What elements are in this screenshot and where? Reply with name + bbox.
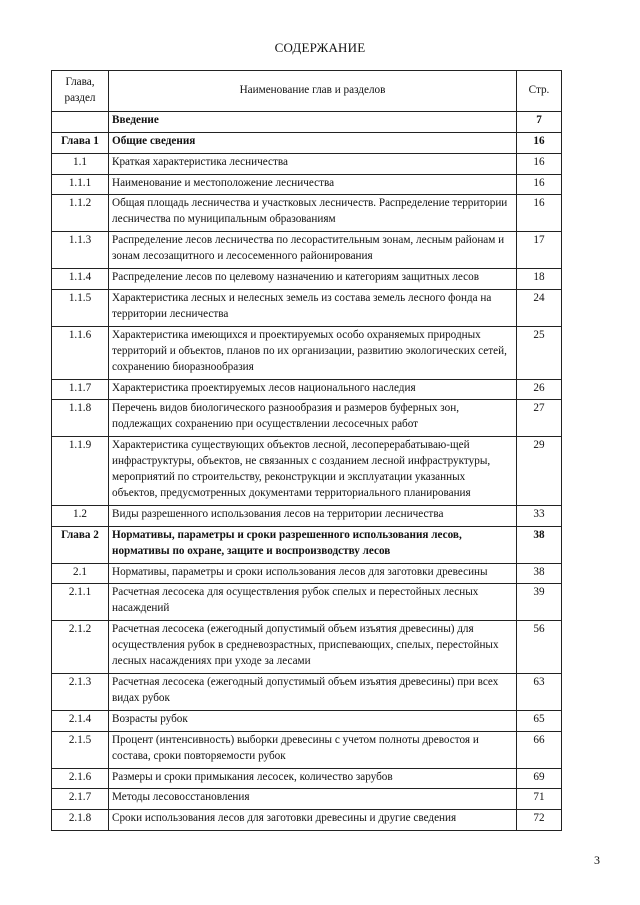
row-page: 16 [517, 153, 562, 174]
row-title: Виды разрешенного использования лесов на территории лесничества [109, 505, 517, 526]
page-title: СОДЕРЖАНИЕ [274, 40, 366, 55]
row-page: 38 [517, 563, 562, 584]
row-number: 1.1.8 [52, 400, 109, 437]
row-title: Нормативы, параметры и сроки разрешенного использования лесов, нормативы по охране, защите и воспроизводству лесов [109, 526, 517, 563]
row-title: Распределение лесов лесничества по лесорастительным зонам, лесным районам и зонам лесозащитного и лесосеменного районирования [109, 232, 517, 269]
row-number: 2.1.3 [52, 674, 109, 711]
table-row [52, 789, 562, 810]
row-number: 2.1.6 [52, 768, 109, 789]
row-title: Методы лесовосстановления [109, 789, 517, 810]
row-number: 1.1.7 [52, 379, 109, 400]
row-title: Общие сведения [109, 132, 517, 153]
row-number: 1.1.4 [52, 269, 109, 290]
table-row [52, 526, 562, 563]
row-page: 16 [517, 174, 562, 195]
table-row [52, 326, 562, 379]
contents-body [52, 111, 562, 830]
row-number: 1.1 [52, 153, 109, 174]
table-row [52, 621, 562, 674]
row-page: 72 [517, 810, 562, 831]
table-row [52, 269, 562, 290]
row-page: 25 [517, 326, 562, 379]
table-row [52, 153, 562, 174]
row-page: 18 [517, 269, 562, 290]
row-title: Общая площадь лесничества и участковых лесничеств. Распределение территории лесничества по муниципальным образованиям [109, 195, 517, 232]
row-number: Глава 2 [52, 526, 109, 563]
row-page: 24 [517, 289, 562, 326]
row-number: 2.1 [52, 563, 109, 584]
row-page: 65 [517, 710, 562, 731]
row-number: 1.1.9 [52, 437, 109, 506]
table-row [52, 710, 562, 731]
row-title: Характеристика существующих объектов лесной, лесоперерабатываю-щей инфраструктуры, объектов, не связанных с созданием лесной инфраструктуры, мероприятий по строительству, реконструкции и эксплуатации указанных объектов, предусмотренных документами территориального планирования [109, 437, 517, 506]
contents-table [51, 70, 562, 831]
table-row [52, 768, 562, 789]
table-row [52, 379, 562, 400]
table-header-row [52, 71, 562, 112]
page-number: 3 [594, 853, 600, 867]
row-title: Наименование и местоположение лесничества [109, 174, 517, 195]
row-page: 38 [517, 526, 562, 563]
table-row [52, 810, 562, 831]
row-number: 1.1.6 [52, 326, 109, 379]
table-row [52, 195, 562, 232]
row-title: Возрасты рубок [109, 710, 517, 731]
row-page: 7 [517, 111, 562, 132]
row-page: 69 [517, 768, 562, 789]
row-number: 2.1.8 [52, 810, 109, 831]
row-title: Перечень видов биологического разнообразия и размеров буферных зон, подлежащих сохранению при осуществлении лесосечных работ [109, 400, 517, 437]
row-page: 17 [517, 232, 562, 269]
table-row [52, 437, 562, 506]
table-row [52, 563, 562, 584]
row-number: 2.1.7 [52, 789, 109, 810]
row-number [52, 111, 109, 132]
row-title: Расчетная лесосека для осуществления рубок спелых и перестойных лесных насаждений [109, 584, 517, 621]
row-page: 63 [517, 674, 562, 711]
table-row [52, 674, 562, 711]
row-page: 16 [517, 195, 562, 232]
row-title: Характеристика лесных и нелесных земель из состава земель лесного фонда на территории лесничества [109, 289, 517, 326]
row-page: 39 [517, 584, 562, 621]
row-title: Введение [109, 111, 517, 132]
table-row [52, 111, 562, 132]
row-number: 1.1.5 [52, 289, 109, 326]
header-name: Наименование глав и разделов [109, 71, 517, 112]
row-title: Сроки использования лесов для заготовки древесины и другие сведения [109, 810, 517, 831]
row-number: Глава 1 [52, 132, 109, 153]
row-title: Процент (интенсивность) выборки древесины с учетом полноты древостоя и состава, сроки повторяемости рубок [109, 731, 517, 768]
table-row [52, 584, 562, 621]
row-page: 56 [517, 621, 562, 674]
table-row [52, 232, 562, 269]
table-row [52, 132, 562, 153]
table-row [52, 289, 562, 326]
row-number: 1.1.2 [52, 195, 109, 232]
row-title: Размеры и сроки примыкания лесосек, количество зарубов [109, 768, 517, 789]
row-title: Распределение лесов по целевому назначению и категориям защитных лесов [109, 269, 517, 290]
row-title: Нормативы, параметры и сроки использования лесов для заготовки древесины [109, 563, 517, 584]
row-number: 1.1.3 [52, 232, 109, 269]
table-row [52, 400, 562, 437]
row-number: 1.1.1 [52, 174, 109, 195]
row-page: 33 [517, 505, 562, 526]
row-page: 66 [517, 731, 562, 768]
row-title: Расчетная лесосека (ежегодный допустимый объем изъятия древесины) при всех видах рубок [109, 674, 517, 711]
row-page: 16 [517, 132, 562, 153]
row-page: 29 [517, 437, 562, 506]
header-chapter: Глава, раздел [52, 71, 109, 112]
table-row [52, 174, 562, 195]
row-page: 26 [517, 379, 562, 400]
row-title: Характеристика имеющихся и проектируемых особо охраняемых природных территорий и объектов, планов по их организации, развитию экологических сетей, сохранению биоразнообразия [109, 326, 517, 379]
row-page: 71 [517, 789, 562, 810]
table-row [52, 731, 562, 768]
row-number: 2.1.5 [52, 731, 109, 768]
header-page: Стр. [517, 71, 562, 112]
row-number: 2.1.4 [52, 710, 109, 731]
row-title: Характеристика проектируемых лесов национального наследия [109, 379, 517, 400]
row-number: 2.1.1 [52, 584, 109, 621]
row-title: Расчетная лесосека (ежегодный допустимый объем изъятия древесины) для осуществления рубок в средневозрастных, приспевающих, спелых, перестойных лесных насаждениях при уходе за лесами [109, 621, 517, 674]
row-title: Краткая характеристика лесничества [109, 153, 517, 174]
row-number: 2.1.2 [52, 621, 109, 674]
row-number: 1.2 [52, 505, 109, 526]
table-row [52, 505, 562, 526]
row-page: 27 [517, 400, 562, 437]
